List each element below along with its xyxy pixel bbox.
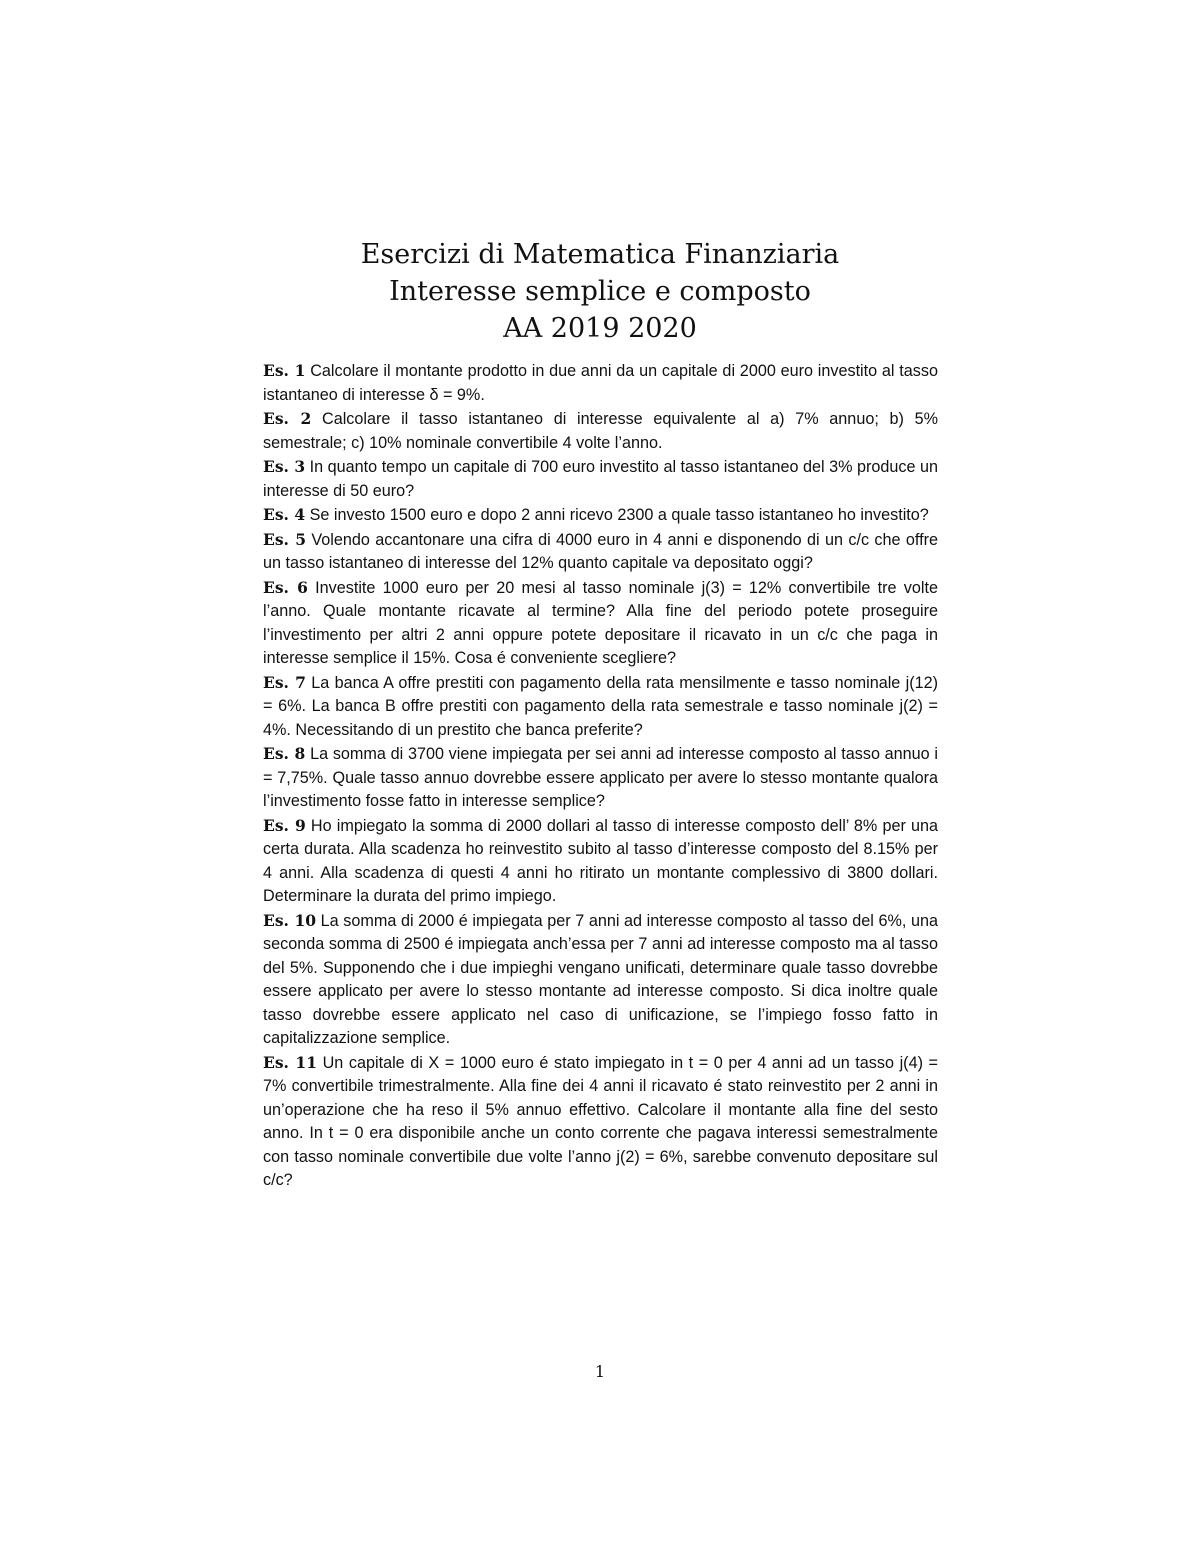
exercise-text: Calcolare il tasso istantaneo di interesse equivalente al a) 7% annuo; b) 5% semestrale; c) 10% nominale convertibile 4 volte l’anno. xyxy=(263,410,938,452)
exercise-text: In quanto tempo un capitale di 700 euro investito al tasso istantaneo del 3% produce un interesse di 50 euro? xyxy=(263,458,938,500)
exercise-text: La somma di 3700 viene impiegata per sei anni ad interesse composto al tasso annuo i = 7,75%. Quale tasso annuo dovrebbe essere applicato per avere lo stesso montante qualora l’investimento fosse fatto in interesse semplice? xyxy=(263,745,939,810)
exercise-text: La somma di 2000 é impiegata per 7 anni ad interesse composto al tasso del 6%, una seconda somma di 2500 é impiegata anch’essa per 7 anni ad interesse composto ma al tasso del 5%. Supponendo che i due impieghi vengano unificati, determinare quale tasso dovrebbe essere applicato per avere lo stesso montante ad interesse composto. Si dica inoltre quale tasso dovrebbe essere applicato nel caso di unificazione, se l’impiego fosso fatto in capitalizzazione semplice. xyxy=(263,911,939,1047)
exercise-text: La banca A offre prestiti con pagamento della rata mensilmente e tasso nominale j(12) = 6%. La banca B offre prestiti con pagamento della rata semestrale e tasso nominale j(2) = 4%. Necessitando di un prestito che banca preferite? xyxy=(263,673,938,739)
document-title xyxy=(0,236,1200,347)
exercise-label: Es. 4 xyxy=(263,505,306,524)
exercise-text: Se investo 1500 euro e dopo 2 anni ricevo 2300 a quale tasso istantaneo ho investito? xyxy=(309,506,929,524)
exercise-10 xyxy=(263,909,938,1051)
exercise-8 xyxy=(263,742,938,814)
exercise-label: Es. 8 xyxy=(263,744,306,763)
title-line-academic-year: AA 2019 2020 xyxy=(503,313,697,344)
exercise-label: Es. 5 xyxy=(263,529,306,549)
exercise-6 xyxy=(263,576,938,671)
exercise-label: Es. 9 xyxy=(263,815,306,835)
exercise-2 xyxy=(263,407,938,455)
exercise-9 xyxy=(263,814,938,909)
exercise-4 xyxy=(263,503,938,528)
exercise-label: Es. 6 xyxy=(263,577,308,597)
exercise-11 xyxy=(263,1051,938,1193)
exercise-label: Es. 1 xyxy=(263,361,306,380)
exercise-3 xyxy=(263,455,938,503)
exercise-text: Investite 1000 euro per 20 mesi al tasso nominale j(3) = 12% convertibile tre volte l’anno. Quale montante ricavate al termine? Alla fine del periodo potete proseguire l’investimento per altri 2 anni oppure potete depositare il ricavato in un c/c che paga in interesse semplice il 15%. Cosa é conveniente scegliere? xyxy=(263,578,938,667)
page-number: 1 xyxy=(594,1362,606,1381)
exercise-label: Es. 7 xyxy=(263,672,306,692)
title-line-topic: Interesse semplice e composto xyxy=(389,276,811,307)
exercise-label: Es. 3 xyxy=(263,457,306,476)
title-line-course: Esercizi di Matematica Finanziaria xyxy=(360,239,840,270)
exercise-list xyxy=(263,359,938,1193)
exercise-7 xyxy=(263,671,938,743)
exercise-label: Es. 10 xyxy=(263,910,317,930)
exercise-5 xyxy=(263,528,938,576)
exercise-text: Un capitale di X = 1000 euro é stato impiegato in t = 0 per 4 anni ad un tasso j(4) = 7% convertibile trimestralmente. Alla fine dei 4 anni il ricavato é stato reinvestito per 2 anni in un’operazione che ha reso il 5% annuo effettivo. Calcolare il montante alla fine del sesto anno. In t = 0 era disponibile anche un conto corrente che pagava interessi semestralmente con tasso nominale convertibile due volte l’anno j(2) = 6%, sarebbe convenuto depositare sul c/c? xyxy=(263,1053,939,1189)
exercise-1 xyxy=(263,359,938,407)
exercise-text: Volendo accantonare una cifra di 4000 euro in 4 anni e disponendo di un c/c che offre un tasso istantaneo di interesse del 12% quanto capitale va depositato oggi? xyxy=(263,530,938,572)
exercise-text: Calcolare il montante prodotto in due anni da un capitale di 2000 euro investito al tasso istantaneo di interesse δ = 9%. xyxy=(263,362,939,404)
exercise-text: Ho impiegato la somma di 2000 dollari al tasso di interesse composto dell’ 8% per una certa durata. Alla scadenza ho reinvestito subito al tasso d’interesse composto del 8.15% per 4 anni. Alla scadenza di questi 4 anni ho ritirato un montante complessivo di 3800 dollari. Determinare la durata del primo impiego. xyxy=(263,816,938,905)
exercise-label: Es. 11 xyxy=(263,1052,317,1072)
exercise-label: Es. 2 xyxy=(263,409,312,428)
